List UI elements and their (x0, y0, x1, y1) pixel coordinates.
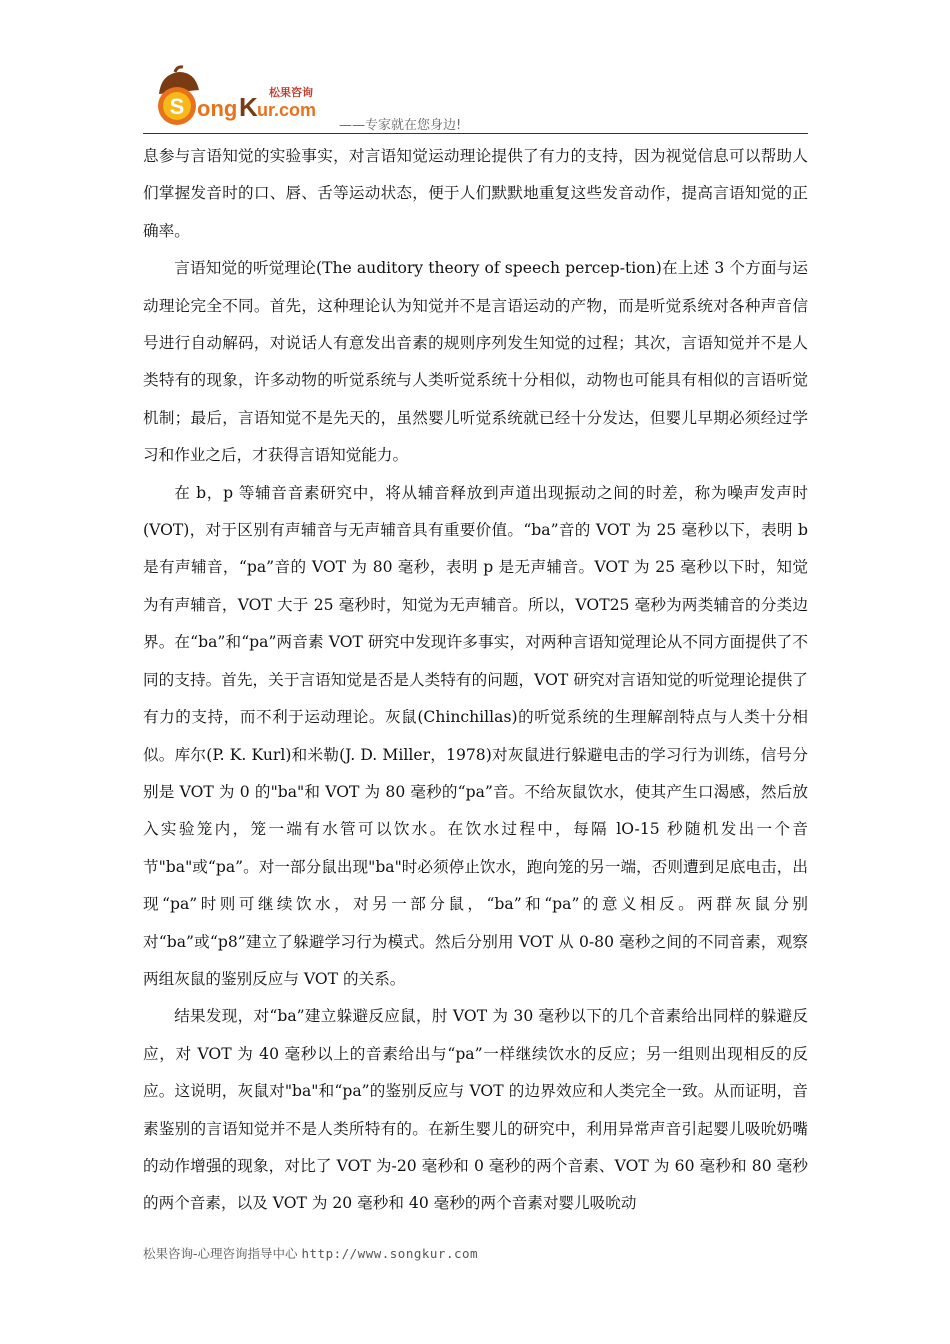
svg-text:K: K (239, 92, 258, 122)
page-footer (143, 1244, 478, 1262)
paragraph: 息参与言语知觉的实验事实，对言语知觉运动理论提供了有力的支持，因为视觉信息可以帮助人们掌握发音时的口、唇、舌等运动状态，便于人们默默地重复这些发音动作，提高言语知觉的正确率。 (143, 147, 808, 240)
paragraph: 在 b，p 等辅音音素研究中，将从辅音释放到声道出现振动之间的时差，称为噪声发声时(VOT)，对于区别有声辅音与无声辅音具有重要价值。“ba”音的 VOT 为 25 毫秒以下，表明 b 是有声辅音，“pa”音的 VOT 为 80 毫秒，表明 p 是无声辅音。VOT 为 25 毫秒以下时，知觉为有声辅音，VOT 大于 25 毫秒时，知觉为无声辅音。所以，VOT25 毫秒为两类辅音的分类边界。在“ba”和“pa”两音素 VOT 研究中发现许多事实，对两种言语知觉理论从不同方面提供了不同的支持。首先，关于言语知觉是否是人类特有的问题，VOT 研究对言语知觉的听觉理论提供了有力的支持，而不利于运动理论。灰鼠(Chinchillas)的听觉系统的生理解剖特点与人类十分相似。库尔(P. K. Kurl)和米勒(J. D. Miller，1978)对灰鼠进行躲避电击的学习行为训练，信号分别是 VOT 为 0 的"ba"和 VOT 为 80 毫秒的“pa”音。不给灰鼠饮水，使其产生口渴感，然后放入实验笼内，笼一端有水管可以饮水。在饮水过程中，每隔 lO-15 秒随机发出一个音节"ba"或“pa”。对一部分鼠出现"ba"时必须停止饮水，跑向笼的另一端，否则遭到足底电击，出现“pa”时则可继续饮水，对另一部分鼠，“ba”和“pa”的意义相反。两群灰鼠分别对“ba”或“p8”建立了躲避学习行为模式。然后分别用 VOT 从 0-80 毫秒之间的不同音素，观察两组灰鼠的鉴别反应与 VOT 的关系。 (143, 483, 808, 988)
footer-label: 松果咨询-心理咨询指导中心 (143, 1246, 298, 1261)
document-body (143, 138, 808, 1223)
paragraph: 结果发现，对“ba”建立躲避反应鼠，肘 VOT 为 30 毫秒以下的几个音素给出同样的躲避反应，对 VOT 为 40 毫秒以上的音素给出与“pa”一样继续饮水的反应；另一组则出现相反的反应。这说明，灰鼠对"ba"和“pa”的鉴别反应与 VOT 的边界效应和人类完全一致。从而证明，音素鉴别的言语知觉并不是人类所特有的。在新生婴儿的研究中，利用异常声音引起婴儿吸吮奶嘴的动作增强的现象，对比了 VOT 为-20 毫秒和 0 毫秒的两个音素、VOT 为 60 毫秒和 80 毫秒的两个音素，以及 VOT 为 20 毫秒和 40 毫秒的两个音素对婴儿吸吮动 (143, 1007, 808, 1213)
svg-text:ong: ong (197, 96, 238, 121)
page-header (143, 62, 808, 134)
paragraph: 言语知觉的听觉理论(The auditory theory of speech percep-tion)在上述 3 个方面与运动理论完全不同。首先，这种理论认为知觉并不是言语运动的产物，而是听觉系统对各种声音信号进行自动解码，对说话人有意发出音素的规则序列发生知觉的过程；其次，言语知觉并不是人类特有的现象，许多动物的听觉系统与人类听觉系统十分相似，动物也可能具有相似的言语听觉机制；最后，言语知觉不是先天的，虽然婴儿听觉系统就已经十分发达，但婴儿早期必须经过学习和作业之后，才获得言语知觉能力。 (143, 259, 808, 465)
svg-text:S: S (169, 94, 185, 119)
svg-text:ur.com: ur.com (257, 100, 317, 120)
songkur-logo (147, 64, 327, 130)
header-divider (143, 133, 808, 134)
footer-url[interactable]: http://www.songkur.com (301, 1246, 479, 1261)
header-tagline: ——专家就在您身边! (339, 118, 462, 133)
logo-text-cn: 松果咨询 (269, 86, 313, 99)
